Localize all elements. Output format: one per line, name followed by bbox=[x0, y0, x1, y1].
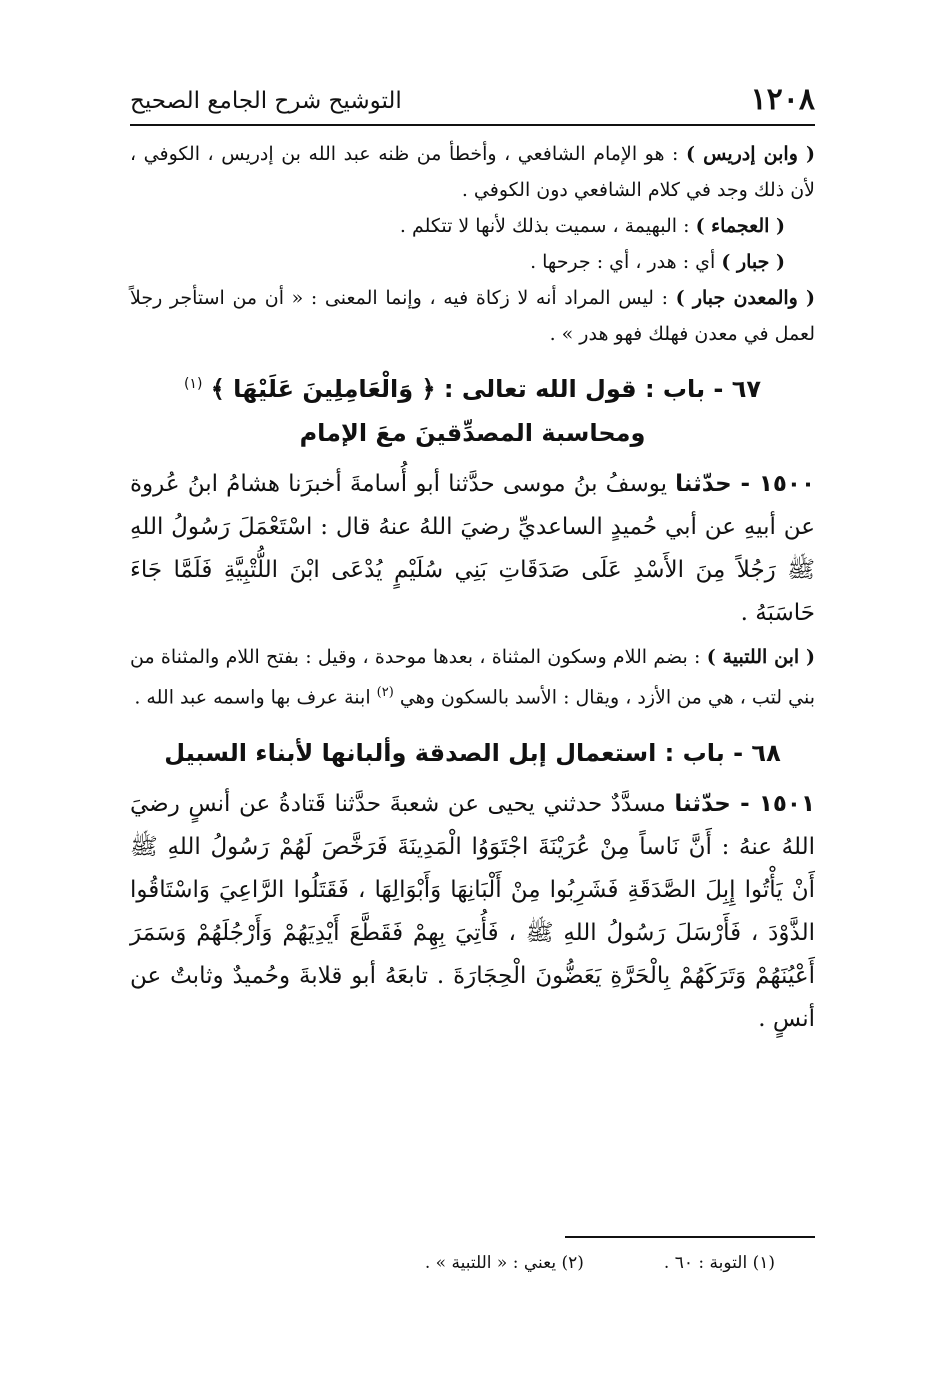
footnote-ref-1: (١) bbox=[183, 376, 203, 392]
chapter-68-heading: ٦٨ - باب : استعمال إبل الصدقة وألبانها لأبناء السبيل bbox=[164, 739, 781, 768]
footnote-1: (١) التوبة : ٦٠ . bbox=[663, 1253, 775, 1273]
commentary-text-after: ابنة عرف بها واسمه عبد الله . bbox=[134, 686, 377, 709]
commentary-ajmaa bbox=[130, 208, 815, 244]
commentary-term: ( العجماء ) bbox=[695, 215, 785, 237]
hadith-1500 bbox=[130, 463, 815, 635]
commentary-jubar bbox=[130, 244, 815, 280]
footnote-2: (٢) يعني : « اللتبية » . bbox=[424, 1253, 584, 1273]
page-header bbox=[130, 80, 815, 126]
page-content bbox=[130, 136, 815, 1045]
commentary-ibn-idris bbox=[130, 136, 815, 208]
commentary-term: ( ابن اللتبية ) bbox=[706, 646, 815, 668]
commentary-text: : هو الإمام الشافعي ، وأخطأ من ظنه عبد الله بن إدريس ، الكوفي ، لأن ذلك وجد في كلام الشافعي دون الكوفي . bbox=[130, 143, 815, 201]
commentary-term: ( جبار ) bbox=[721, 251, 785, 273]
footnotes bbox=[130, 1236, 815, 1278]
commentary-text: أي : هدر ، أي : جرحها . bbox=[530, 251, 722, 273]
commentary-text: : بضم اللام وسكون المثناة ، بعدها موحدة ، وقيل : بفتح اللام والمثناة من بني لتب ، هي من الأزد ، ويقال : الأسد بالسكون وهي bbox=[130, 646, 815, 709]
hadith-1501 bbox=[130, 783, 815, 1041]
commentary-term: ( والمعدن جبار ) bbox=[675, 287, 816, 309]
chapter-67-subtitle: ومحاسبة المصدِّقينَ معَ الإمام bbox=[299, 419, 646, 447]
chapter-67-heading bbox=[130, 362, 815, 411]
commentary-ibn-lutbiyya bbox=[130, 639, 815, 715]
footnote-ref-2: (٢) bbox=[376, 685, 394, 700]
hadith-text: يوسفُ بنُ موسى حدَّثنا أبو أُسامةَ أخبرَنا هشامُ ابنُ عُروة عن أبيهِ عن أبي حُميدٍ الساعديِّ رضيَ اللهُ عنهُ قال : اسْتَعْمَلَ رَسُولُ اللهِ ﷺ رَجُلاً مِنَ الأَسْدِ عَلَى صَدَقَاتِ بَنِي سُلَيْمٍ يُدْعَى ابْنَ اللُّتْبِيَّةِ فَلَمَّا جَاءَ حَاسَبَهُ . bbox=[130, 471, 815, 626]
hadith-number: ١٥٠١ - حدّثنا bbox=[674, 791, 815, 818]
footnote-row bbox=[130, 1248, 815, 1278]
hadith-text: مسدَّدٌ حدثني يحيى عن شعبةَ حدَّثنا قَتادةُ عن أنسٍ رضيَ اللهُ عنهُ : أَنَّ نَاساً مِنْ عُرَيْنَةَ اجْتَوَوُا الْمَدِينَةَ فَرَخَّصَ لَهُمْ رَسُولُ اللهِ ﷺ أَنْ يَأْتُوا إِبِلَ الصَّدَقَةِ فَشَرِبُوا مِنْ أَلْبَانِهَا وَأَبْوَالِهَا ، فَقَتَلُوا الرَّاعِيَ وَاسْتَاقُوا الذَّوْدَ ، فَأَرْسَلَ رَسُولُ اللهِ ﷺ ، فَأُتِيَ بِهِمْ فَقَطَّعَ أَيْدِيَهُمْ وَأَرْجُلَهُمْ وَسَمَرَ أَعْيُنَهُمْ وَتَرَكَهُمْ بِالْحَرَّةِ يَعَضُّونَ الْحِجَارَةَ . تابعَهُ أبو قلابةَ وحُميدٌ وثابتٌ عن أنسٍ . bbox=[130, 791, 815, 1033]
hadith-number: ١٥٠٠ - حدّثنا bbox=[675, 471, 815, 497]
commentary-term: ( وابن إدريس ) bbox=[686, 143, 815, 165]
commentary-maadin bbox=[130, 280, 815, 352]
commentary-text: : البهيمة ، سميت بذلك لأنها لا تتكلم . bbox=[399, 215, 696, 237]
footnote-rule bbox=[565, 1236, 815, 1238]
chapter-67-title: ٦٧ - باب : قول الله تعالى : ﴿ وَالْعَامِلِينَ عَلَيْهَا ﴾ bbox=[210, 375, 762, 403]
running-title: التوشيح شرح الجامع الصحيح bbox=[130, 88, 402, 114]
page-number: ١٢٠٨ bbox=[750, 82, 815, 117]
commentary-text: : ليس المراد أنه لا زكاة فيه ، وإنما المعنى : « أن من استأجر رجلاً لعمل في معدن فهلك فهو هدر » . bbox=[130, 287, 815, 345]
